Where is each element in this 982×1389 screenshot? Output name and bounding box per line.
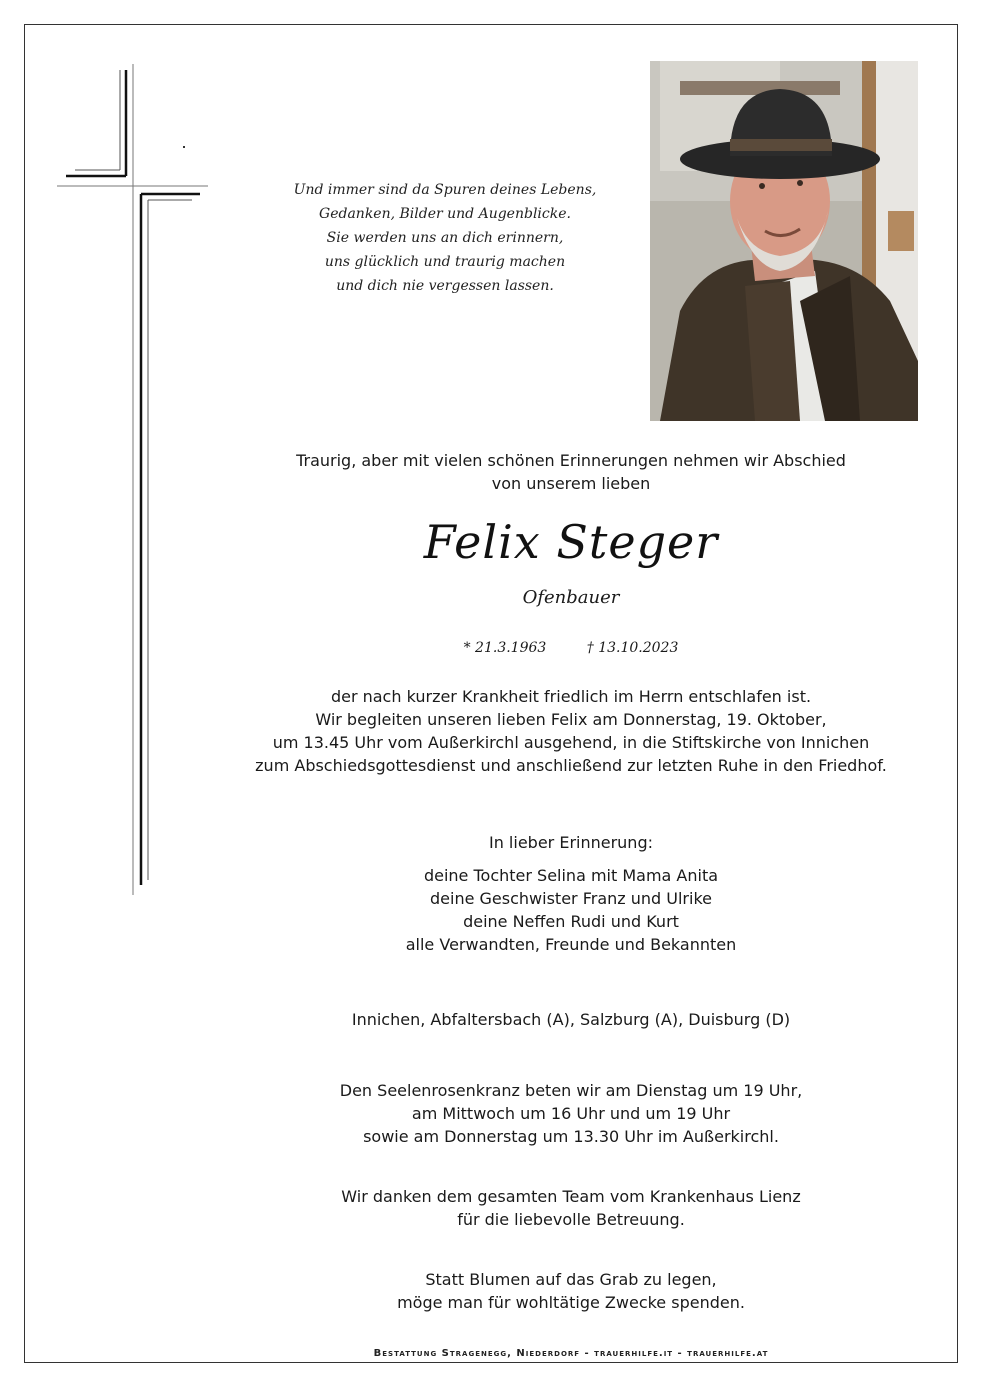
rosary-line: sowie am Donnerstag um 13.30 Uhr im Außerkirchl. bbox=[363, 1127, 779, 1146]
cross-icon bbox=[0, 0, 230, 900]
flowers-text bbox=[200, 1268, 942, 1314]
deceased-name: Felix Steger bbox=[423, 515, 719, 569]
poem-line: Gedanken, Bilder und Augenblicke. bbox=[319, 206, 571, 222]
poem-line: uns glücklich und traurig machen bbox=[324, 254, 566, 270]
poem bbox=[270, 178, 620, 298]
funeral-text bbox=[200, 685, 942, 777]
poem-line: und dich nie vergessen lassen. bbox=[336, 278, 554, 294]
ornament-dot bbox=[183, 146, 185, 148]
funeral-line: um 13.45 Uhr vom Außerkirchl ausgehend, in die Stiftskirche von Innichen bbox=[272, 733, 870, 752]
mourner-line: alle Verwandten, Freunde und Bekannten bbox=[405, 935, 737, 954]
poem-line: Und immer sind da Spuren deines Lebens, bbox=[293, 182, 597, 198]
funeral-line: zum Abschiedsgottesdienst und anschließend zur letzten Ruhe in den Friedhof. bbox=[255, 756, 887, 775]
rosary-text bbox=[200, 1079, 942, 1148]
rosary-line: Den Seelenrosenkranz beten wir am Dienstag um 19 Uhr, bbox=[339, 1081, 803, 1100]
mourners-heading: In lieber Erinnerung: bbox=[488, 833, 653, 852]
mourners-list bbox=[200, 864, 942, 956]
portrait-photo bbox=[650, 61, 918, 421]
flowers-line: möge man für wohltätige Zwecke spenden. bbox=[397, 1293, 745, 1312]
thanks-line: für die liebevolle Betreuung. bbox=[457, 1210, 685, 1229]
mourner-line: deine Tochter Selina mit Mama Anita bbox=[423, 866, 719, 885]
flowers-line: Statt Blumen auf das Grab zu legen, bbox=[425, 1270, 717, 1289]
undertaker-footer: Bestattung Stragenegg, Niederdorf - trauerhilfe.it - trauerhilfe.at bbox=[373, 1348, 769, 1359]
mourner-line: deine Neffen Rudi und Kurt bbox=[463, 912, 679, 931]
poem-line: Sie werden uns an dich erinnern, bbox=[326, 230, 564, 246]
death-date: † 13.10.2023 bbox=[586, 640, 679, 656]
thanks-text bbox=[200, 1185, 942, 1231]
intro-text bbox=[200, 449, 942, 495]
places: Innichen, Abfaltersbach (A), Salzburg (A), Duisburg (D) bbox=[351, 1010, 791, 1029]
life-dates bbox=[200, 638, 942, 658]
rosary-line: am Mittwoch um 16 Uhr und um 19 Uhr bbox=[411, 1104, 731, 1123]
mourner-line: deine Geschwister Franz und Ulrike bbox=[430, 889, 712, 908]
birth-date: * 21.3.1963 bbox=[463, 640, 547, 656]
funeral-line: der nach kurzer Krankheit friedlich im Herrn entschlafen ist. bbox=[330, 687, 812, 706]
deceased-profession: Ofenbauer bbox=[522, 587, 620, 608]
intro-line: Traurig, aber mit vielen schönen Erinnerungen nehmen wir Abschied bbox=[296, 451, 846, 470]
intro-line: von unserem lieben bbox=[491, 474, 651, 493]
thanks-line: Wir danken dem gesamten Team vom Krankenhaus Lienz bbox=[341, 1187, 801, 1206]
funeral-line: Wir begleiten unseren lieben Felix am Donnerstag, 19. Oktober, bbox=[315, 710, 827, 729]
